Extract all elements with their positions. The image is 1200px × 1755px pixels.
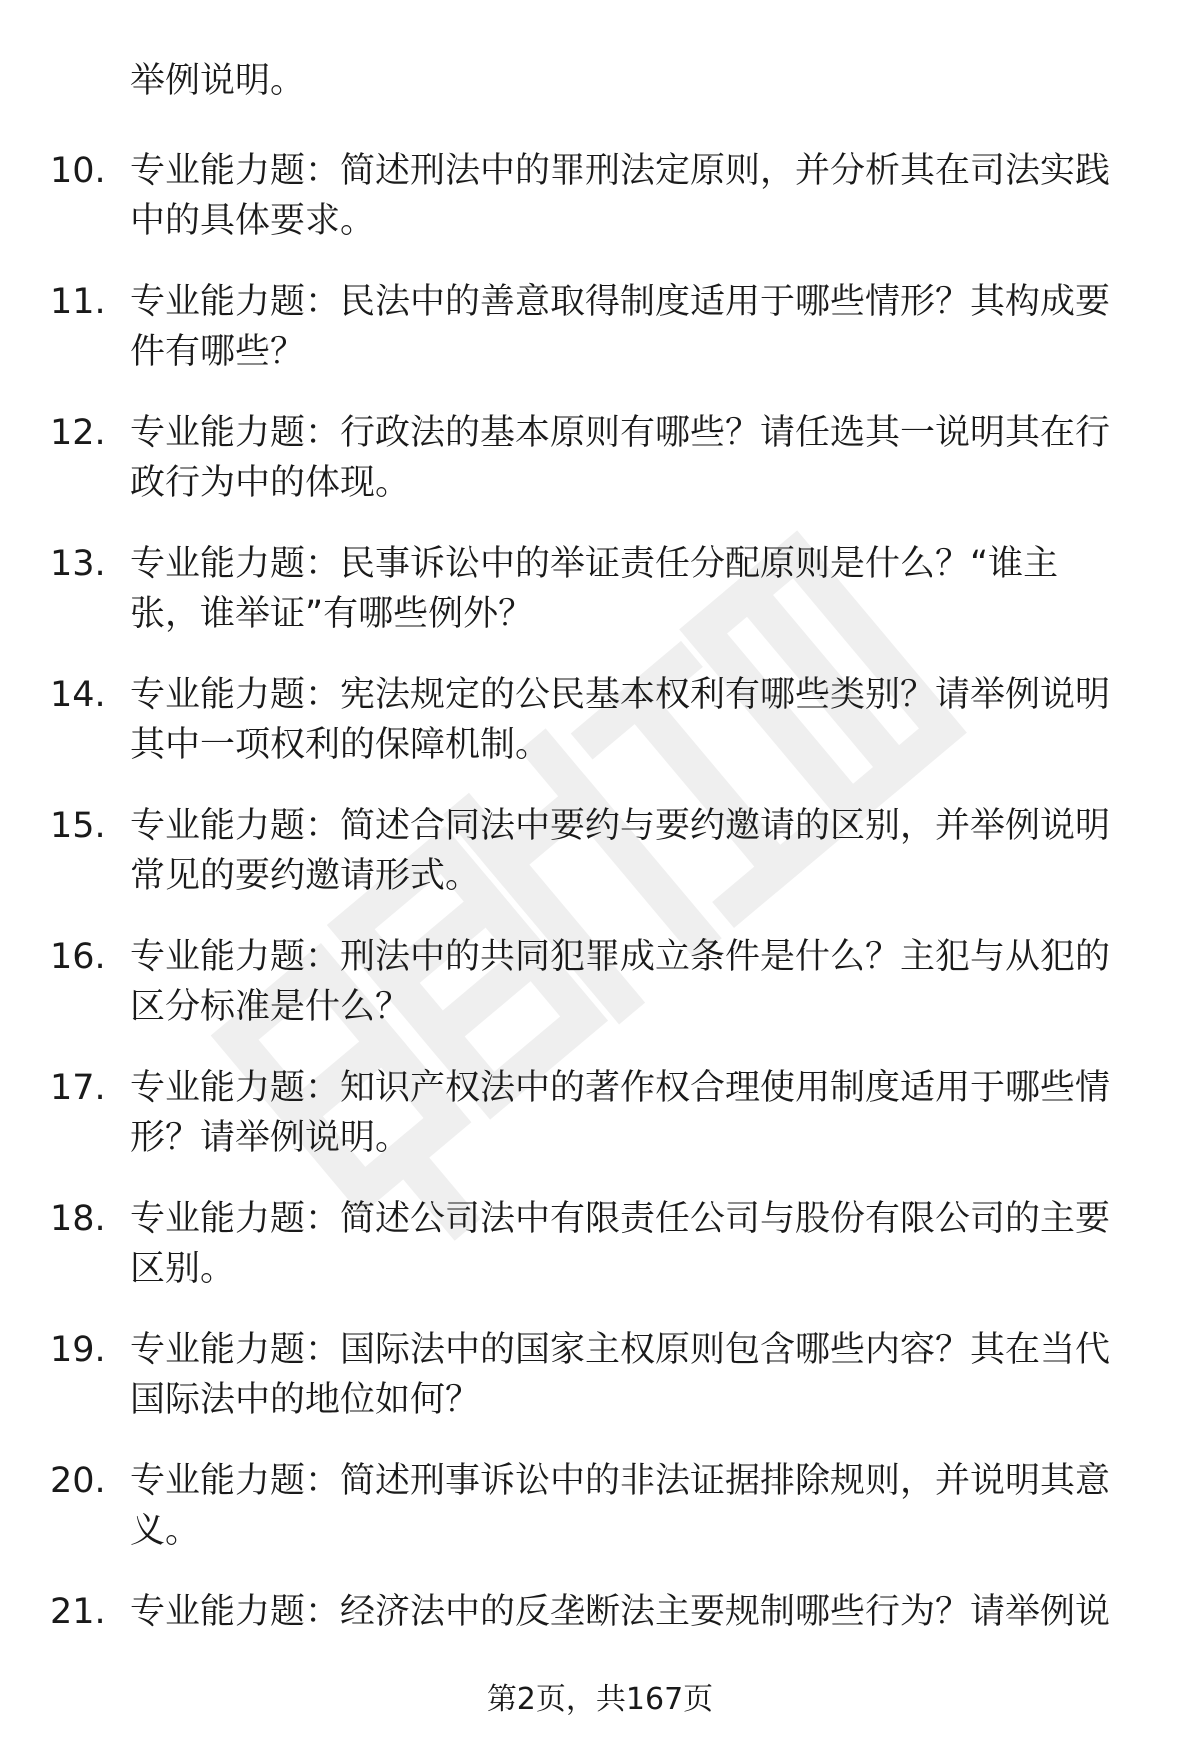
question-item — [0, 1194, 1200, 1325]
question-text-line: 专业能力题：简述公司法中有限责任公司与股份有限公司的主要 — [130, 1199, 1111, 1239]
question-text — [130, 146, 1140, 246]
question-text — [130, 1194, 1140, 1294]
question-number: 21. — [50, 1592, 106, 1632]
question-item — [0, 1456, 1200, 1587]
question-text-line: 政行为中的体现。 — [130, 463, 411, 503]
question-text-line: 张，谁举证”有哪些例外？ — [130, 594, 534, 634]
question-number: 12. — [50, 413, 106, 453]
question-item — [0, 277, 1200, 408]
question-number: 16. — [50, 937, 106, 977]
question-item — [0, 408, 1200, 539]
question-item — [0, 146, 1200, 277]
question-number: 10. — [50, 151, 106, 191]
question-number: 14. — [50, 675, 106, 715]
question-number: 18. — [50, 1199, 106, 1239]
question-text-line: 专业能力题：民法中的善意取得制度适用于哪些情形？其构成要 — [130, 282, 1111, 322]
question-item — [0, 670, 1200, 801]
question-text-line: 义。 — [130, 1511, 201, 1551]
question-text-line: 专业能力题：简述合同法中要约与要约邀请的区别，并举例说明 — [130, 806, 1111, 846]
question-text-line: 区分标准是什么？ — [130, 987, 411, 1027]
question-text-line: 专业能力题：经济法中的反垄断法主要规制哪些行为？请举例说 — [130, 1592, 1111, 1632]
question-text — [130, 1325, 1140, 1425]
question-text-line: 专业能力题：简述刑事诉讼中的非法证据排除规则，并说明其意 — [130, 1461, 1111, 1501]
question-number: 17. — [50, 1068, 106, 1108]
question-text-line: 专业能力题：行政法的基本原则有哪些？请任选其一说明其在行 — [130, 413, 1111, 453]
intro-continuation-text: 举例说明。 — [130, 61, 306, 101]
question-number: 19. — [50, 1330, 106, 1370]
question-item — [0, 1325, 1200, 1456]
question-number: 13. — [50, 544, 106, 584]
question-text-line: 专业能力题：宪法规定的公民基本权利有哪些类别？请举例说明 — [130, 675, 1111, 715]
question-item — [0, 1063, 1200, 1194]
question-text — [130, 1063, 1140, 1163]
question-text — [130, 539, 1140, 639]
question-text — [130, 932, 1140, 1032]
question-text-line: 形？请举例说明。 — [130, 1118, 411, 1158]
question-text-line: 专业能力题：刑法中的共同犯罪成立条件是什么？主犯与从犯的 — [130, 937, 1111, 977]
question-text-line: 专业能力题：国际法中的国家主权原则包含哪些内容？其在当代 — [130, 1330, 1111, 1370]
question-text — [130, 277, 1140, 377]
question-text-line: 常见的要约邀请形式。 — [130, 856, 481, 896]
page-footer: 第2页，共167页 — [486, 1682, 714, 1717]
question-number: 15. — [50, 806, 106, 846]
question-item — [0, 932, 1200, 1063]
question-text — [130, 1456, 1140, 1556]
question-text-line: 专业能力题：知识产权法中的著作权合理使用制度适用于哪些情 — [130, 1068, 1111, 1108]
question-item — [0, 539, 1200, 670]
question-list — [0, 146, 1200, 1718]
question-number: 11. — [50, 282, 106, 322]
question-text-line: 中的具体要求。 — [130, 201, 376, 241]
question-text — [130, 670, 1140, 770]
question-item — [0, 801, 1200, 932]
question-text-line: 其中一项权利的保障机制。 — [130, 725, 551, 765]
question-number: 20. — [50, 1461, 106, 1501]
question-text-line: 专业能力题：简述刑法中的罪刑法定原则，并分析其在司法实践 — [130, 151, 1111, 191]
question-text — [130, 1587, 1140, 1637]
question-text — [130, 801, 1140, 901]
question-text-line: 件有哪些？ — [130, 332, 306, 372]
question-text-line: 国际法中的地位如何？ — [130, 1380, 481, 1420]
question-text-line: 专业能力题：民事诉讼中的举证责任分配原则是什么？“谁主 — [130, 544, 1059, 584]
question-text-line: 区别。 — [130, 1249, 236, 1289]
question-text — [130, 408, 1140, 508]
